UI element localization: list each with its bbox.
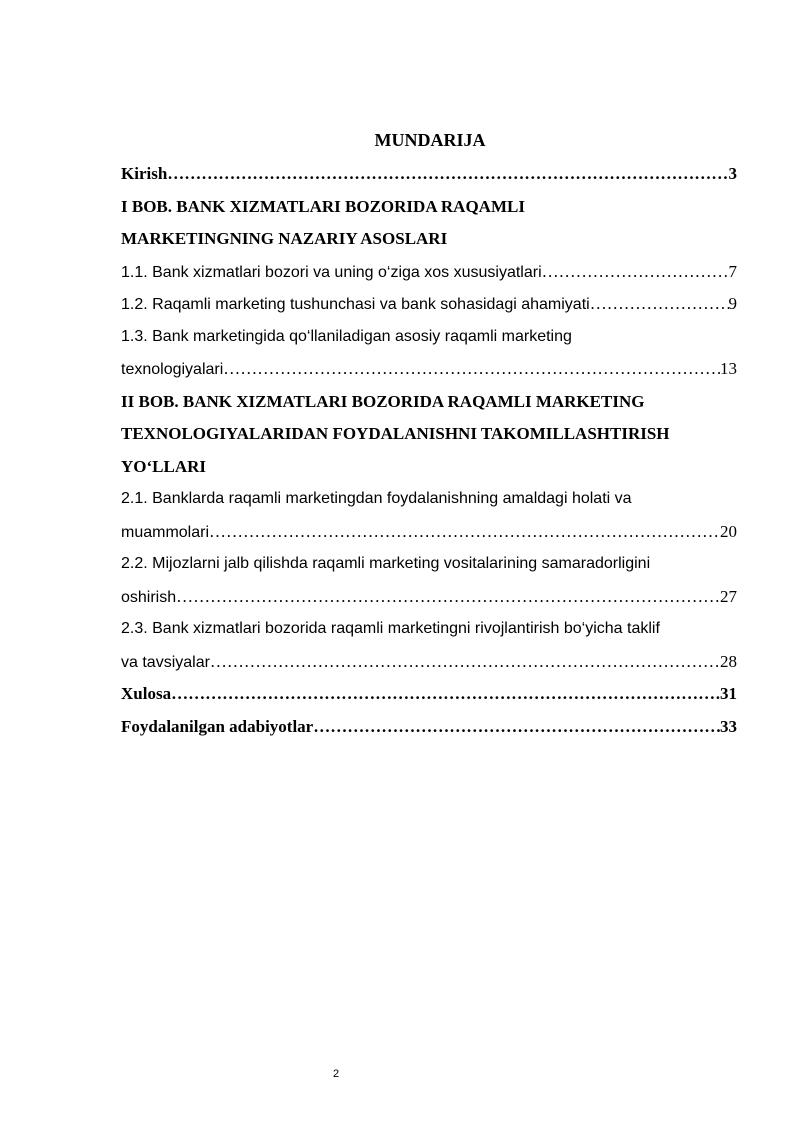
toc-entry-2-1-line2[interactable] (121, 516, 737, 549)
toc-entry-1-3-line2[interactable] (121, 353, 737, 386)
toc-entry-label: muammolari (121, 523, 210, 541)
toc-leader-dots (209, 516, 720, 549)
toc-entry-1-3-line1[interactable]: 1.3. Bank marketingida qo‘llaniladigan asosiy raqamli marketing (121, 327, 572, 345)
toc-leader-dots (313, 711, 720, 744)
toc-leader-dots (223, 353, 720, 386)
toc-leader-dots (176, 581, 720, 614)
toc-page-number: 9 (728, 294, 737, 313)
page-number: 2 (332, 1068, 340, 1080)
toc-leader-dots (171, 678, 720, 711)
toc-entry-2-3-line1[interactable]: 2.3. Bank xizmatlari bozorida raqamli marketingni rivojlantirish bo‘yicha taklif (121, 620, 660, 637)
toc-page-number: 31 (720, 684, 737, 703)
toc-entry-label: Foydalanilgan adabiyotlar (121, 716, 314, 736)
toc-page-number: 13 (720, 359, 737, 378)
toc-entry-label: 1.2. Raqamli marketing tushunchasi va bank sohasidagi ahamiyati (121, 296, 590, 313)
toc-page-number: 20 (720, 521, 737, 541)
toc-leader-dots (542, 256, 729, 289)
toc-leader-dots (167, 158, 728, 191)
toc-entry-label: texnologiyalari (121, 361, 224, 378)
toc-chapter2-heading-line1[interactable]: II BOB. BANK XIZMATLARI BOZORIDA RAQAMLI MARKETING (121, 391, 645, 411)
page-title: MUNDARIJA (374, 130, 486, 150)
toc-chapter1-heading-line1[interactable]: I BOB. BANK XIZMATLARI BOZORIDA RAQAMLI (121, 196, 525, 216)
toc-entry-intro[interactable] (121, 158, 737, 191)
toc-page-number: 7 (728, 261, 737, 281)
toc-entry-1-1[interactable] (121, 256, 737, 289)
toc-page-number: 28 (720, 651, 737, 671)
toc-chapter2-heading-line3[interactable]: YO‘LLARI (121, 456, 207, 476)
toc-entry-label: va tavsiyalar (121, 653, 210, 671)
toc-entry-2-2-line1[interactable]: 2.2. Mijozlarni jalb qilishda raqamli marketing vositalarining samaradorligini (121, 555, 651, 572)
toc-page-number: 33 (720, 716, 737, 736)
toc-leader-dots (210, 646, 720, 679)
toc-entry-1-2[interactable] (121, 288, 737, 321)
toc-page-number: 3 (728, 164, 737, 183)
toc-chapter1-heading-line2[interactable]: MARKETINGNING NAZARIY ASOSLARI (121, 229, 448, 248)
toc-page-number: 27 (720, 586, 737, 606)
toc-entry-references[interactable] (121, 711, 737, 744)
toc-entry-label: oshirish (121, 588, 177, 606)
toc-leader-dots (590, 288, 729, 321)
toc-chapter2-heading-line2[interactable]: TEXNOLOGIYALARIDAN FOYDALANISHNI TAKOMILLASHTIRISH (121, 424, 670, 443)
toc-entry-conclusion[interactable] (121, 678, 737, 711)
toc-entry-2-2-line2[interactable] (121, 581, 737, 614)
toc-entry-label: 1.1. Bank xizmatlari bozori va uning o‘ziga xos xususiyatlari (121, 263, 542, 281)
toc-entry-2-3-line2[interactable] (121, 646, 737, 679)
table-of-contents (121, 158, 737, 743)
toc-entry-label: Kirish (121, 164, 168, 183)
toc-entry-label: Xulosa (121, 684, 172, 703)
toc-entry-2-1-line1[interactable]: 2.1. Banklarda raqamli marketingdan foydalanishning amaldagi holati va (121, 490, 632, 507)
